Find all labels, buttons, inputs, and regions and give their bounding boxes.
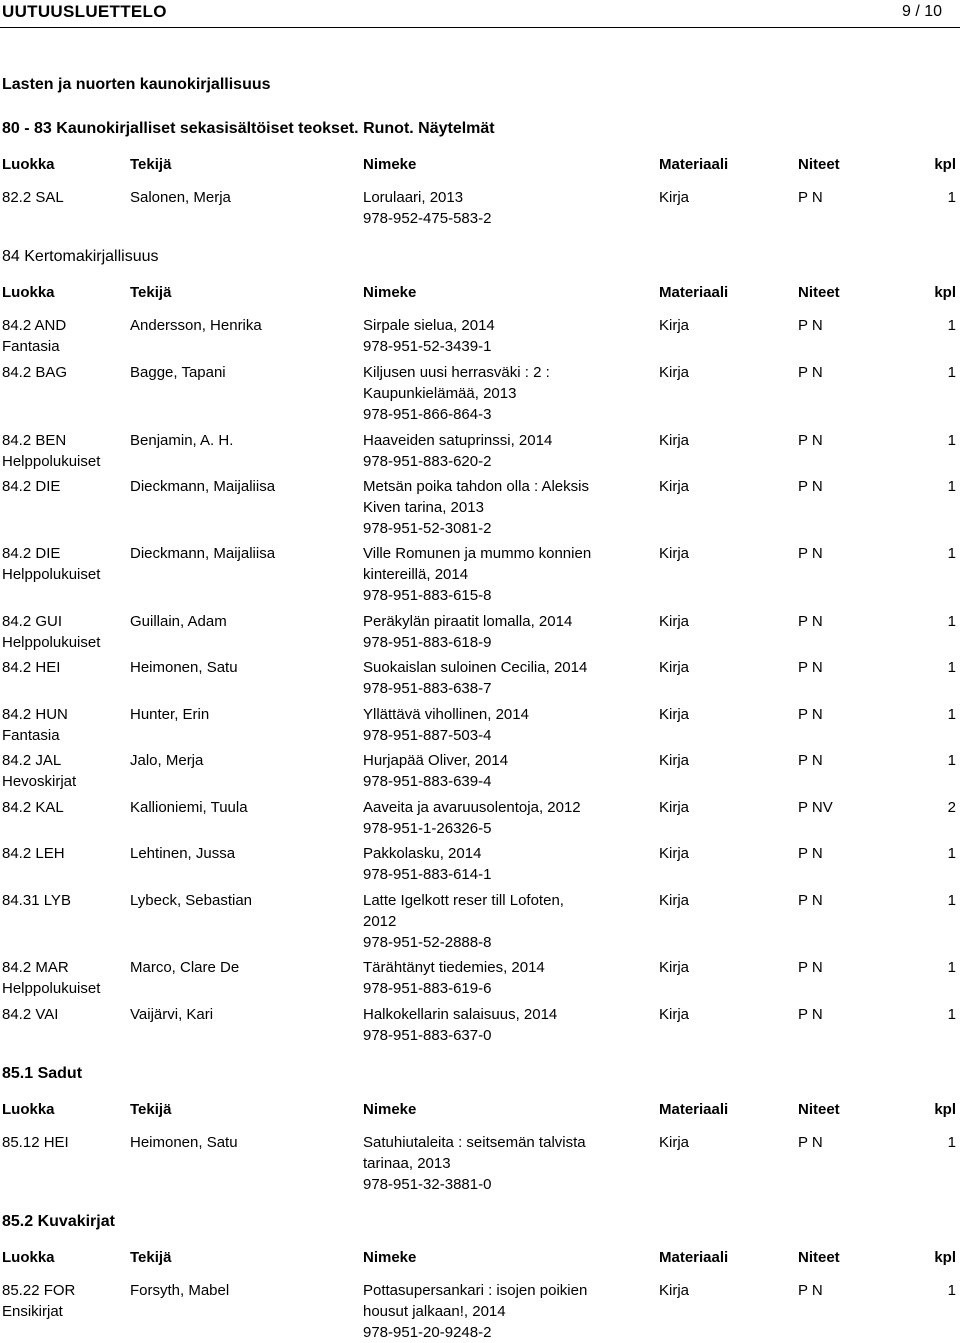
luokka-line: 85.22 FOR	[2, 1282, 76, 1299]
col-luokka-header: Luokka	[2, 284, 55, 301]
cell-materiaali: Kirja	[659, 659, 690, 676]
luokka-line: 84.2 BEN	[2, 432, 67, 449]
col-nimeke-header: Nimeke	[363, 284, 417, 301]
col-tekija-header: Tekijä	[130, 1101, 172, 1118]
header-divider	[0, 27, 960, 28]
cell-materiaali: Kirja	[659, 1006, 690, 1023]
cell-niteet: P N	[798, 959, 823, 976]
cell-tekija: Bagge, Tapani	[130, 364, 226, 381]
luokka-line: 84.2 DIE	[2, 478, 61, 495]
luokka-line: 85.12 HEI	[2, 1134, 69, 1151]
cell-kpl: 1	[947, 752, 956, 769]
cell-nimeke	[363, 657, 623, 699]
cell-luokka	[2, 797, 122, 818]
cell-kpl: 1	[947, 1006, 956, 1023]
cell-niteet: P N	[798, 189, 823, 206]
nimeke-line: Yllättävä vihollinen, 2014	[363, 706, 529, 723]
col-niteet-header: Niteet	[798, 1101, 840, 1118]
nimeke-line: 978-951-20-9248-2	[363, 1324, 492, 1341]
luokka-line: Hevoskirjat	[2, 773, 77, 790]
nimeke-line: 2012	[363, 913, 397, 930]
cell-kpl: 1	[947, 545, 956, 562]
luokka-line: Helppolukuiset	[2, 566, 101, 583]
cell-niteet: P N	[798, 1282, 823, 1299]
nimeke-line: Pakkolasku, 2014	[363, 845, 482, 862]
col-kpl-header: kpl	[934, 156, 956, 173]
cell-nimeke	[363, 362, 623, 425]
nimeke-line: Halkokellarin salaisuus, 2014	[363, 1006, 558, 1023]
cell-kpl: 1	[947, 613, 956, 630]
cell-kpl: 1	[947, 364, 956, 381]
cell-materiaali: Kirja	[659, 545, 690, 562]
nimeke-line: Lorulaari, 2013	[363, 189, 464, 206]
cell-niteet: P N	[798, 317, 823, 334]
nimeke-line: Ville Romunen ja mummo konnien	[363, 545, 592, 562]
nimeke-line: Kiven tarina, 2013	[363, 499, 484, 516]
nimeke-line: 978-951-883-639-4	[363, 773, 492, 790]
nimeke-line: 978-951-1-26326-5	[363, 820, 492, 837]
cell-kpl: 1	[947, 892, 956, 909]
luokka-line: Helppolukuiset	[2, 453, 101, 470]
col-niteet-header: Niteet	[798, 1249, 840, 1266]
section-title: 84 Kertomakirjallisuus	[2, 248, 159, 265]
luokka-line: 84.2 AND	[2, 317, 67, 334]
section-title: 85.2 Kuvakirjat	[2, 1213, 115, 1230]
luokka-line: 84.2 MAR	[2, 959, 69, 976]
col-materiaali-header: Materiaali	[659, 156, 729, 173]
luokka-line: Fantasia	[2, 338, 60, 355]
cell-luokka	[2, 890, 122, 911]
cell-materiaali: Kirja	[659, 752, 690, 769]
nimeke-line: 978-951-52-3081-2	[363, 520, 492, 537]
nimeke-line: 978-951-887-503-4	[363, 727, 492, 744]
page-number: 9 / 10	[901, 3, 942, 20]
nimeke-line: 978-951-883-620-2	[363, 453, 492, 470]
luokka-line: 84.2 LEH	[2, 845, 65, 862]
cell-nimeke	[363, 1280, 623, 1343]
cell-tekija: Lehtinen, Jussa	[130, 845, 236, 862]
cell-materiaali: Kirja	[659, 432, 690, 449]
luokka-line: Fantasia	[2, 727, 60, 744]
nimeke-line: Peräkylän piraatit lomalla, 2014	[363, 613, 573, 630]
cell-niteet: P N	[798, 1006, 823, 1023]
cell-materiaali: Kirja	[659, 1134, 690, 1151]
cell-kpl: 1	[947, 706, 956, 723]
nimeke-line: Hurjapää Oliver, 2014	[363, 752, 509, 769]
cell-kpl: 1	[947, 845, 956, 862]
cell-luokka	[2, 750, 122, 792]
cell-niteet: P N	[798, 752, 823, 769]
col-kpl-header: kpl	[934, 284, 956, 301]
cell-materiaali: Kirja	[659, 613, 690, 630]
col-niteet-header: Niteet	[798, 284, 840, 301]
nimeke-line: 978-951-883-637-0	[363, 1027, 492, 1044]
cell-niteet: P N	[798, 706, 823, 723]
cell-kpl: 1	[947, 432, 956, 449]
nimeke-line: Kiljusen uusi herrasväki : 2 :	[363, 364, 550, 381]
cell-luokka	[2, 315, 122, 357]
cell-materiaali: Kirja	[659, 706, 690, 723]
cell-niteet: P N	[798, 478, 823, 495]
cell-luokka	[2, 543, 122, 585]
cell-materiaali: Kirja	[659, 892, 690, 909]
nimeke-line: Haaveiden satuprinssi, 2014	[363, 432, 553, 449]
cell-materiaali: Kirja	[659, 959, 690, 976]
column-header-row	[0, 282, 960, 303]
cell-nimeke	[363, 611, 623, 653]
cell-luokka	[2, 843, 122, 864]
col-tekija-header: Tekijä	[130, 284, 172, 301]
col-luokka-header: Luokka	[2, 1101, 55, 1118]
col-materiaali-header: Materiaali	[659, 1249, 729, 1266]
luokka-line: 82.2 SAL	[2, 189, 64, 206]
col-nimeke-header: Nimeke	[363, 156, 417, 173]
cell-luokka	[2, 1280, 122, 1322]
col-nimeke-header: Nimeke	[363, 1101, 417, 1118]
cell-kpl: 1	[947, 1134, 956, 1151]
cell-nimeke	[363, 476, 623, 539]
col-nimeke-header: Nimeke	[363, 1249, 417, 1266]
luokka-line: 84.2 GUI	[2, 613, 63, 630]
cell-tekija: Vaijärvi, Kari	[130, 1006, 214, 1023]
cell-niteet: P N	[798, 613, 823, 630]
cell-niteet: P N	[798, 364, 823, 381]
cell-nimeke	[363, 543, 623, 606]
col-materiaali-header: Materiaali	[659, 1101, 729, 1118]
cell-niteet: P N	[798, 432, 823, 449]
nimeke-line: 978-951-883-618-9	[363, 634, 492, 651]
main-section-title: Lasten ja nuorten kaunokirjallisuus	[2, 76, 271, 93]
cell-materiaali: Kirja	[659, 364, 690, 381]
luokka-line: Helppolukuiset	[2, 980, 101, 997]
nimeke-line: 978-951-883-638-7	[363, 680, 492, 697]
luokka-line: 84.2 DIE	[2, 545, 61, 562]
cell-tekija: Hunter, Erin	[130, 706, 210, 723]
cell-materiaali: Kirja	[659, 799, 690, 816]
cell-luokka	[2, 957, 122, 999]
cell-tekija: Jalo, Merja	[130, 752, 204, 769]
cell-tekija: Guillain, Adam	[130, 613, 227, 630]
col-luokka-header: Luokka	[2, 156, 55, 173]
cell-nimeke	[363, 187, 623, 229]
cell-tekija: Marco, Clare De	[130, 959, 240, 976]
cell-tekija: Kallioniemi, Tuula	[130, 799, 248, 816]
nimeke-line: Tärähtänyt tiedemies, 2014	[363, 959, 545, 976]
cell-nimeke	[363, 797, 623, 839]
nimeke-line: 978-951-883-615-8	[363, 587, 492, 604]
cell-tekija: Heimonen, Satu	[130, 1134, 238, 1151]
nimeke-line: 978-951-52-2888-8	[363, 934, 492, 951]
cell-materiaali: Kirja	[659, 845, 690, 862]
column-header-row	[0, 1247, 960, 1268]
cell-nimeke	[363, 1132, 623, 1195]
cell-kpl: 2	[947, 799, 956, 816]
cell-tekija: Benjamin, A. H.	[130, 432, 234, 449]
col-luokka-header: Luokka	[2, 1249, 55, 1266]
cell-kpl: 1	[947, 1282, 956, 1299]
nimeke-line: Satuhiutaleita : seitsemän talvista	[363, 1134, 586, 1151]
cell-niteet: P N	[798, 545, 823, 562]
cell-tekija: Dieckmann, Maijaliisa	[130, 545, 276, 562]
cell-kpl: 1	[947, 659, 956, 676]
nimeke-line: kintereillä, 2014	[363, 566, 469, 583]
col-kpl-header: kpl	[934, 1249, 956, 1266]
cell-niteet: P N	[798, 1134, 823, 1151]
col-kpl-header: kpl	[934, 1101, 956, 1118]
cell-materiaali: Kirja	[659, 1282, 690, 1299]
nimeke-line: 978-951-883-619-6	[363, 980, 492, 997]
cell-luokka	[2, 1004, 122, 1025]
section-title: 80 - 83 Kaunokirjalliset sekasisältöiset teokset. Runot. Näytelmät	[2, 120, 495, 137]
cell-luokka	[2, 476, 122, 497]
cell-niteet: P N	[798, 845, 823, 862]
cell-kpl: 1	[947, 189, 956, 206]
luokka-line: 84.2 VAI	[2, 1006, 59, 1023]
column-header-row	[0, 154, 960, 175]
cell-luokka	[2, 430, 122, 472]
nimeke-line: 978-951-32-3881-0	[363, 1176, 492, 1193]
cell-materiaali: Kirja	[659, 189, 690, 206]
nimeke-line: Pottasupersankari : isojen poikien	[363, 1282, 588, 1299]
nimeke-line: 978-951-883-614-1	[363, 866, 492, 883]
luokka-line: 84.2 JAL	[2, 752, 62, 769]
nimeke-line: Kaupunkielämää, 2013	[363, 385, 517, 402]
nimeke-line: Metsän poika tahdon olla : Aleksis	[363, 478, 589, 495]
cell-tekija: Andersson, Henrika	[130, 317, 262, 334]
nimeke-line: Sirpale sielua, 2014	[363, 317, 495, 334]
cell-nimeke	[363, 1004, 623, 1046]
nimeke-line: housut jalkaan!, 2014	[363, 1303, 506, 1320]
nimeke-line: Aaveita ja avaruusolentoja, 2012	[363, 799, 581, 816]
luokka-line: 84.2 BAG	[2, 364, 68, 381]
col-niteet-header: Niteet	[798, 156, 840, 173]
cell-luokka	[2, 704, 122, 746]
nimeke-line: tarinaa, 2013	[363, 1155, 451, 1172]
cell-nimeke	[363, 315, 623, 357]
luokka-line: 84.2 HUN	[2, 706, 68, 723]
col-tekija-header: Tekijä	[130, 156, 172, 173]
luokka-line: 84.31 LYB	[2, 892, 71, 909]
cell-materiaali: Kirja	[659, 478, 690, 495]
cell-nimeke	[363, 957, 623, 999]
nimeke-line: 978-952-475-583-2	[363, 210, 492, 227]
cell-tekija: Heimonen, Satu	[130, 659, 238, 676]
catalog-title: UUTUUSLUETTELO	[2, 2, 167, 21]
cell-niteet: P N	[798, 659, 823, 676]
cell-luokka	[2, 657, 122, 678]
nimeke-line: 978-951-866-864-3	[363, 406, 492, 423]
nimeke-line: Latte Igelkott reser till Lofoten,	[363, 892, 564, 909]
cell-luokka	[2, 611, 122, 653]
cell-tekija: Salonen, Merja	[130, 189, 231, 206]
luokka-line: 84.2 KAL	[2, 799, 64, 816]
column-header-row	[0, 1099, 960, 1120]
cell-nimeke	[363, 843, 623, 885]
cell-luokka	[2, 362, 122, 383]
nimeke-line: Suokaislan suloinen Cecilia, 2014	[363, 659, 588, 676]
cell-nimeke	[363, 890, 623, 953]
luokka-line: Ensikirjat	[2, 1303, 63, 1320]
luokka-line: 84.2 HEI	[2, 659, 61, 676]
col-tekija-header: Tekijä	[130, 1249, 172, 1266]
cell-niteet: P N	[798, 892, 823, 909]
cell-niteet: P NV	[798, 799, 833, 816]
cell-nimeke	[363, 704, 623, 746]
cell-nimeke	[363, 430, 623, 472]
section-title: 85.1 Sadut	[2, 1065, 83, 1082]
cell-tekija: Dieckmann, Maijaliisa	[130, 478, 276, 495]
cell-materiaali: Kirja	[659, 317, 690, 334]
nimeke-line: 978-951-52-3439-1	[363, 338, 492, 355]
cell-tekija: Lybeck, Sebastian	[130, 892, 253, 909]
cell-luokka	[2, 1132, 122, 1153]
cell-tekija: Forsyth, Mabel	[130, 1282, 230, 1299]
cell-kpl: 1	[947, 317, 956, 334]
luokka-line: Helppolukuiset	[2, 634, 101, 651]
cell-luokka	[2, 187, 122, 208]
cell-kpl: 1	[947, 478, 956, 495]
cell-nimeke	[363, 750, 623, 792]
cell-kpl: 1	[947, 959, 956, 976]
col-materiaali-header: Materiaali	[659, 284, 729, 301]
